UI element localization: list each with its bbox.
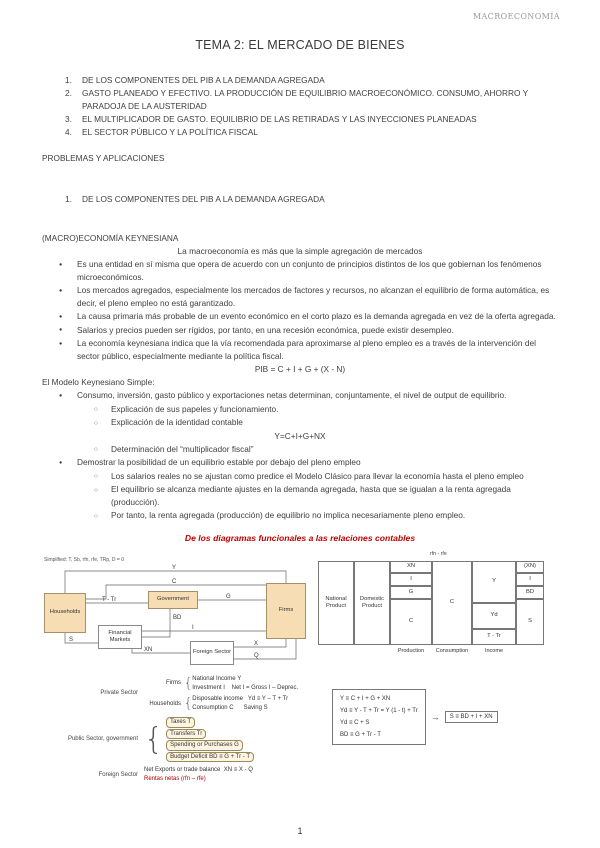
figure-heading: De los diagramas funcionales a las relaciones contables: [184, 532, 416, 543]
sub-bullet-icon: [94, 403, 111, 417]
sub-bullet-icon: [94, 509, 111, 523]
production-xn-cell: XN: [390, 561, 432, 573]
identity-formula: Y=C+I+G+NX: [274, 430, 326, 441]
sub-bullet-item: [42, 403, 558, 417]
identity-result-box: S ≡ BD + I + XN: [445, 711, 498, 723]
sub-bullet-icon: [94, 416, 111, 430]
foreign-line: Net Exports or trade balance XN ≡ X - Q: [144, 767, 253, 774]
bullet-text: La causa primaria más probable de un evento económico en el corto plazo es la demanda agregada en vez de la oferta agregada.: [77, 311, 556, 321]
toc-item: [42, 74, 558, 87]
bullet-text: Es una entidad en sí misma que opera de acuerdo con un conjunto de principios distintos de los que gobiernan los fenómenos microeconómicos.: [77, 259, 542, 282]
households-row: [144, 695, 298, 713]
sub-bullet-text: El equilibrio se alcanza mediante ajustes en la demanda agregada, hasta que se igualan a la renta agregada (producción).: [111, 484, 511, 507]
problems-heading: PROBLEMAS Y APLICACIONES: [42, 153, 165, 163]
accounts-table: [318, 551, 558, 671]
foreign-sector-box: Foreign Sector: [190, 641, 234, 665]
income-y-cell: Y: [472, 561, 516, 603]
toc-item-number: 1.: [65, 75, 72, 85]
figure-area: [40, 551, 560, 785]
running-header: MACROECONOMÍA: [472, 12, 560, 21]
firms-line: Investment I Net I = Gross I – Deprec.: [192, 684, 299, 691]
production-i-cell: I: [390, 573, 432, 586]
identity-line: BD ≡ G + Tr - T: [340, 731, 381, 738]
bullet-text: Los mercados agregados, especialmente los mercados de factores y recursos, no alcanzan el equilibrio de forma automática, es decir, el pleno empleo no está garantizado.: [77, 285, 550, 308]
right-bd-cell: BD: [516, 586, 544, 599]
toc-item-text: EL MULTIPLICADOR DE GASTO. EQUILIBRIO DE LAS RETIRADAS Y LAS INYECCIONES PLANEADAS: [82, 114, 477, 124]
toc-item-number: 2.: [65, 88, 72, 98]
sectors-breakdown: [40, 675, 328, 784]
firms-label: Firms: [166, 680, 181, 687]
income-yd-cell: Yd: [472, 603, 516, 629]
content: [0, 74, 600, 545]
bullet-icon: [59, 389, 77, 403]
right-i-cell: I: [516, 573, 544, 586]
brace-icon: [184, 695, 192, 713]
accounts-top-note: rfn - rfe: [430, 550, 447, 557]
toc-item-number: 3.: [65, 114, 72, 124]
household-line: Disposable income Yd ≡ Y – T + Tr: [192, 696, 289, 703]
toc-item-text: GASTO PLANEADO Y EFECTIVO. LA PRODUCCIÓN DE EQUILIBRIO MACROECONÓMICO. CONSUMO, AHORRO Y PARADOJA DE LA AUSTERIDAD: [82, 88, 528, 111]
public-item: Taxes T: [166, 717, 195, 727]
bullet-icon: [59, 324, 77, 338]
firms-line: National Income Y: [192, 676, 242, 683]
sub-bullet-icon: [94, 483, 111, 509]
sub-bullet-text: Los salarios reales no se ajustan como predice el Modelo Clásico para llevar la economía hasta el pleno empleo: [111, 470, 524, 481]
production-g-cell: G: [390, 586, 432, 599]
sub-bullet-text: Por tanto, la renta agregada (producción) de equilibrio no implica necesariamente pleno empleo.: [111, 510, 466, 520]
consumption-c-cell: C: [432, 561, 472, 645]
identities-group: [332, 689, 498, 745]
toc-list: [42, 74, 558, 139]
bullet-icon: [59, 337, 77, 363]
bullet-icon: [59, 258, 77, 284]
flow-label-t-tr: T - Tr: [102, 596, 117, 603]
toc-item: [42, 126, 558, 139]
production-c-cell: C: [390, 599, 432, 645]
keynes-lead: La macroeconomía es más que la simple agregación de mercados: [177, 246, 423, 256]
sub-bullet-icon: [94, 443, 111, 457]
bullet-item: [42, 284, 558, 310]
financial-markets-box: Financial Markets: [98, 625, 142, 649]
bullet-item: [42, 389, 558, 403]
bullet-icon: [59, 310, 77, 324]
sub-bullet-item: [42, 483, 558, 509]
right-xn-cell: (XN): [516, 561, 544, 573]
private-sector-label: Private Sector: [100, 690, 138, 697]
bullet-item: [42, 310, 558, 324]
sub-bullet-text: Explicación de sus papeles y funcionamiento.: [111, 403, 279, 414]
bullet-item: [42, 456, 558, 470]
right-s-cell: S: [516, 599, 544, 645]
circular-flow-diagram: [42, 557, 310, 671]
page-number: 1: [297, 826, 303, 836]
sub-bullet-item: [42, 416, 558, 430]
bullet-item: [42, 258, 558, 284]
keynes-subheading: (MACRO)ECONOMÍA KEYNESIANA: [42, 233, 179, 243]
toc-item-number: 4.: [65, 127, 72, 137]
firms-box: Firms: [266, 583, 306, 639]
model-intro: El Modelo Keynesiano Simple:: [42, 377, 155, 387]
public-item: Spending or Purchases G: [166, 740, 243, 750]
identity-line: Yd ≡ C + S: [340, 719, 370, 726]
bullet-item: [42, 337, 558, 363]
section-title: DE LOS COMPONENTES DEL PIB A LA DEMANDA AGREGADA: [82, 194, 325, 204]
production-col-label: Production: [397, 647, 425, 654]
sub-bullet-icon: [94, 470, 111, 484]
bullet-icon: [59, 284, 77, 310]
households-label: Households: [149, 700, 181, 707]
consumption-col-label: Consumption: [435, 647, 469, 654]
identity-line: Y ≡ C + I + G + XN: [340, 695, 391, 702]
bullet-text: Consumo, inversión, gasto público y exportaciones netas determinan, conjuntamente, el nivel de output de equilibrio.: [77, 390, 507, 400]
foreign-sector-label: Foreign Sector: [98, 771, 138, 778]
page-title: TEMA 2: EL MERCADO DE BIENES: [195, 38, 405, 52]
public-item: Transfers Tr: [166, 729, 206, 739]
income-ttr-cell: T - Tr: [472, 629, 516, 645]
public-sector-row: [40, 717, 328, 763]
flow-label-bd: BD: [173, 614, 182, 621]
public-sector-label: Public Sector, government: [67, 736, 138, 743]
public-item: Budget Deficit BD ≡ G + Tr - T: [166, 752, 254, 762]
flow-simplified-note: Simplified: T, Sb, rfn, rfe, TRp, D = 0: [44, 556, 124, 563]
flow-label-x: X: [254, 640, 259, 647]
brace-icon: [144, 719, 163, 761]
toc-item: [42, 113, 558, 126]
identity-line: Yd ≡ Y - T + Tr = Y (1 - t) + Tr: [340, 707, 418, 714]
identities-box: [332, 689, 426, 745]
flow-label-i: I: [192, 624, 194, 631]
firms-row: [144, 675, 298, 693]
bullet-icon: [59, 456, 77, 470]
sub-bullet-item: [42, 470, 558, 484]
bullet-text: Salarios y precios pueden ser rígidos, por tanto, en una recesión económica, puede existir desempleo.: [77, 324, 454, 335]
national-product-cell: National Product: [318, 561, 354, 645]
flow-label-g: G: [226, 593, 231, 600]
toc-item-text: DE LOS COMPONENTES DEL PIB A LA DEMANDA AGREGADA: [82, 75, 325, 85]
bullet-text: La economía keynesiana indica que la vía recomendada para aproximarse al pleno empleo es a través de la intervención del sector público, especialmente mediante la política fiscal.: [77, 338, 536, 361]
domestic-product-cell: Domestic Product: [354, 561, 390, 645]
foreign-sector-row: [40, 766, 328, 783]
government-box: Government: [148, 591, 198, 609]
bullet-item: [42, 324, 558, 338]
flow-label-y: Y: [172, 564, 177, 571]
flow-label-xn: XN: [144, 646, 153, 653]
private-sector-row: [40, 675, 328, 713]
brace-icon: [184, 675, 192, 693]
sub-bullet-text: Determinación del “multiplicador fiscal”: [111, 443, 254, 454]
foreign-line: Rentas netas (rfn – rfe): [144, 775, 206, 782]
households-box: Households: [44, 593, 86, 633]
section-number: 1.: [65, 194, 72, 204]
flow-label-s: S: [69, 636, 74, 643]
household-line: Consumption C Saving S: [192, 704, 268, 711]
sub-bullet-item: [42, 443, 558, 457]
flow-label-c: C: [172, 578, 177, 585]
flow-label-q: Q: [254, 652, 259, 659]
arrow-right-icon: →: [430, 711, 440, 722]
toc-item: [42, 87, 558, 113]
pib-formula: PIB = C + I + G + (X - N): [254, 364, 346, 374]
income-col-label: Income: [484, 647, 504, 654]
bullet-text: Demostrar la posibilidad de un equilibrio estable por debajo del pleno empleo: [77, 457, 361, 467]
sub-bullet-item: [42, 509, 558, 523]
section-heading: [42, 193, 558, 206]
toc-item-text: EL SECTOR PÚBLICO Y LA POLÍTICA FISCAL: [82, 127, 258, 137]
sub-bullet-text: Explicación de la identidad contable: [111, 417, 243, 427]
